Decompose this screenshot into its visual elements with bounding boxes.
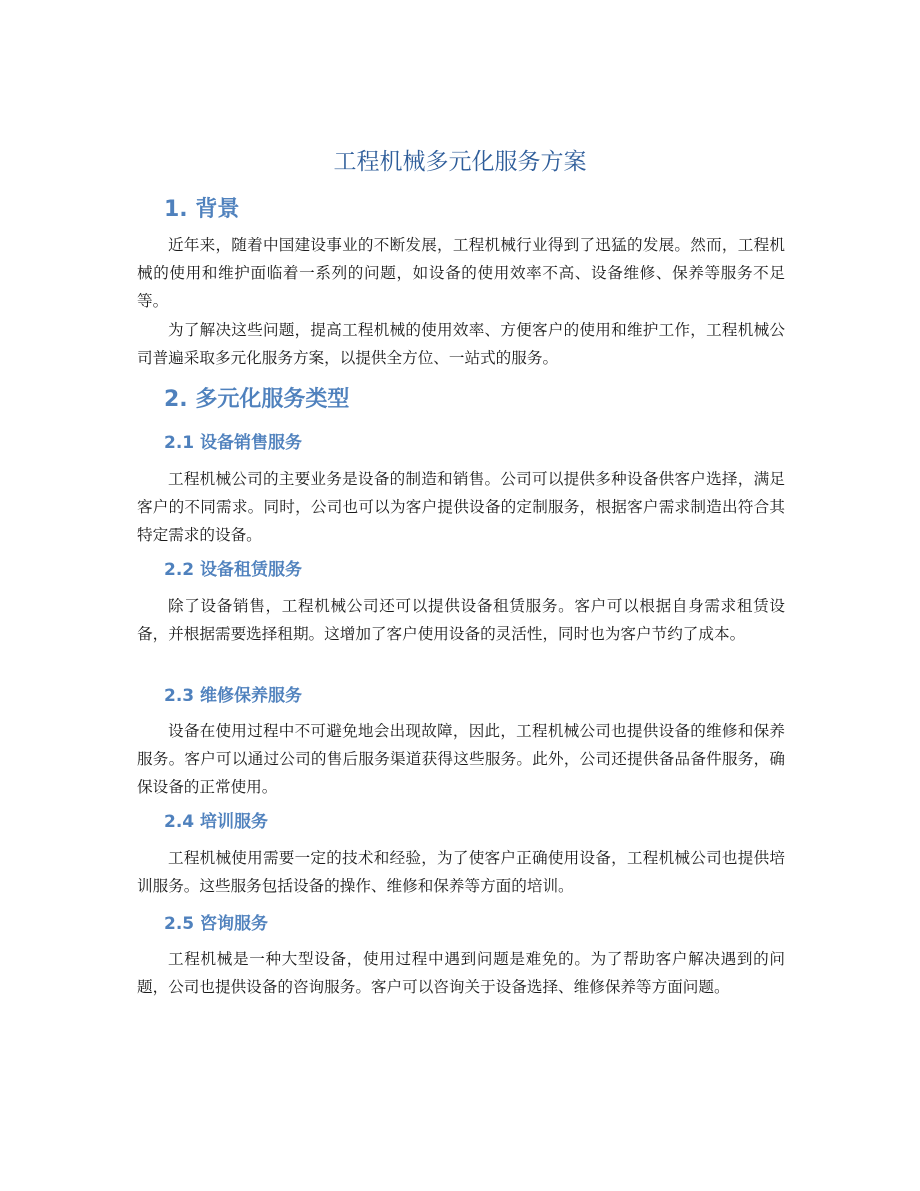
maintenance-paragraph: 设备在使用过程中不可避免地会出现故障，因此，工程机械公司也提供设备的维修和保养服务。客户可以通过公司的售后服务渠道获得这些服务。此外，公司还提供备品备件服务，确保设备的正常使用。 <box>137 722 785 796</box>
training-paragraph: 工程机械使用需要一定的技术和经验，为了使客户正确使用设备，工程机械公司也提供培训服务。这些服务包括设备的操作、维修和保养等方面的培训。 <box>137 849 785 895</box>
background-paragraph-2: 为了解决这些问题，提高工程机械的使用效率、方便客户的使用和维护工作，工程机械公司普遍采取多元化服务方案，以提供全方位、一站式的服务。 <box>137 321 785 367</box>
rental-paragraph: 除了设备销售，工程机械公司还可以提供设备租赁服务。客户可以根据自身需求租赁设备，并根据需要选择租期。这增加了客户使用设备的灵活性，同时也为客户节约了成本。 <box>137 597 785 643</box>
consulting-paragraph: 工程机械是一种大型设备，使用过程中遇到问题是难免的。为了帮助客户解决遇到的问题，公司也提供设备的咨询服务。客户可以咨询关于设备选择、维修保养等方面问题。 <box>137 950 785 996</box>
background-paragraph-1: 近年来，随着中国建设事业的不断发展，工程机械行业得到了迅猛的发展。然而，工程机械的使用和维护面临着一系列的问题，如设备的使用效率不高、设备维修、保养等服务不足等。 <box>137 236 785 310</box>
subsection-heading-consulting: 2.5 咨询服务 <box>164 914 269 934</box>
subsection-heading-training: 2.4 培训服务 <box>164 812 269 832</box>
document-title: 工程机械多元化服务方案 <box>333 149 587 175</box>
sales-paragraph: 工程机械公司的主要业务是设备的制造和销售。公司可以提供多种设备供客户选择，满足客户的不同需求。同时，公司也可以为客户提供设备的定制服务，根据客户需求制造出符合其特定需求的设备。 <box>137 470 785 544</box>
section-heading-service-types: 2. 多元化服务类型 <box>164 387 350 412</box>
subsection-heading-sales: 2.1 设备销售服务 <box>164 433 303 453</box>
subsection-heading-maintenance: 2.3 维修保养服务 <box>164 686 303 706</box>
subsection-heading-rental: 2.2 设备租赁服务 <box>164 560 303 580</box>
section-heading-background: 1. 背景 <box>164 197 240 222</box>
